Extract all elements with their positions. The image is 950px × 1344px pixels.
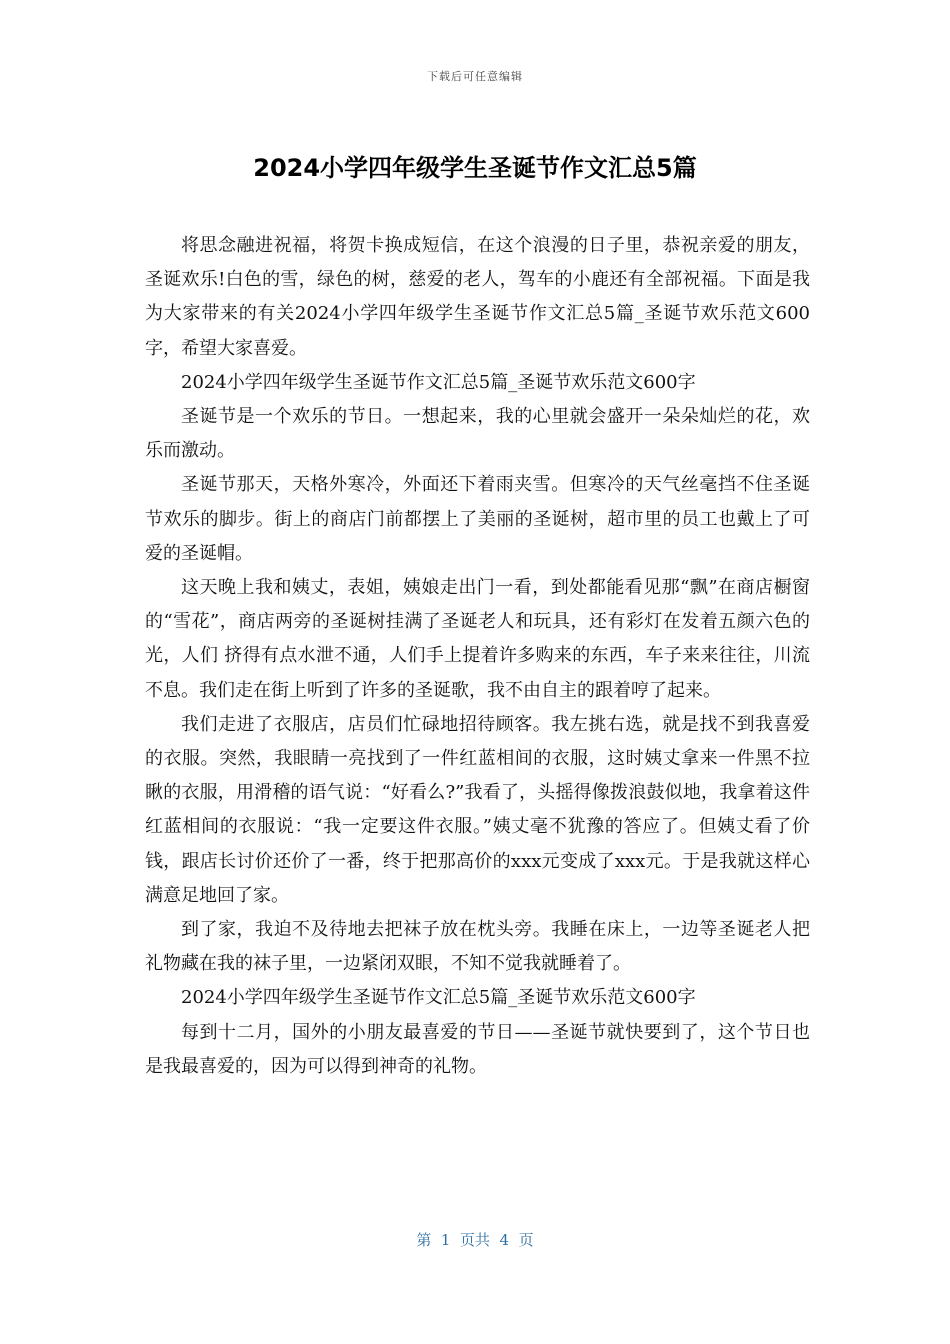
paragraph-subheading: 2024小学四年级学生圣诞节作文汇总5篇_圣诞节欢乐范文600字 (181, 987, 696, 1009)
paragraph: 圣诞节那天，天格外寒冷，外面还下着雨夹雪。但寒冷的天气丝毫挡不住圣诞节欢乐的脚步。街上的商店门前都摆上了美丽的圣诞树，超市里的员工也戴上了可爱的圣诞帽。 (145, 474, 810, 564)
document-body (145, 229, 810, 1084)
document-title: 2024小学四年级学生圣诞节作文汇总5篇 (253, 154, 697, 182)
paragraph: 每到十二月，国外的小朋友最喜爱的节日——圣诞节就快要到了，这个节日也是我最喜爱的，因为可以得到神奇的礼物。 (145, 1021, 810, 1077)
paragraph-subheading: 2024小学四年级学生圣诞节作文汇总5篇_圣诞节欢乐范文600字 (181, 371, 696, 393)
page-number-footer: 第 1 页共 4 页 (416, 1231, 534, 1249)
paragraph: 这天晚上我和姨丈，表姐，姨娘走出门一看，到处都能看见那“飘”在商店橱窗的“雪花”，商店两旁的圣诞树挂满了圣诞老人和玩具，还有彩灯在发着五颜六色的光，人们 挤得有点水泄不通，人们手上提着许多购来的东西，车子来来往往，川流不息。我们走在街上听到了许多的圣诞歌，我不由自主的跟着哼了起来。 (145, 577, 810, 701)
paragraph-intro: 将思念融进祝福，将贺卡换成短信，在这个浪漫的日子里，恭祝亲爱的朋友，圣诞欢乐!白色的雪，绿色的树，慈爱的老人，驾车的小鹿还有全部祝福。下面是我为大家带来的有关2024小学四年级学生圣诞节作文汇总5篇_圣诞节欢乐范文600字，希望大家喜爱。 (145, 235, 810, 359)
paragraph: 我们走进了衣服店，店员们忙碌地招待顾客。我左挑右选，就是找不到我喜爱的衣服。突然，我眼睛一亮找到了一件红蓝相间的衣服，这时姨丈拿来一件黑不拉瞅的衣服，用滑稽的语气说：“好看么?”我看了，头摇得像拨浪鼓似地，我拿着这件红蓝相间的衣服说：“我一定要这件衣服。”姨丈毫不犹豫的答应了。但姨丈看了价钱，跟店长讨价还价了一番，终于把那高价的xxx元变成了xxx元。于是我就这样心满意足地回了家。 (145, 713, 810, 906)
paragraph: 圣诞节是一个欢乐的节日。一想起来，我的心里就会盛开一朵朵灿烂的花，欢乐而激动。 (145, 406, 810, 462)
paragraph: 到了家，我迫不及待地去把袜子放在枕头旁。我睡在床上，一边等圣诞老人把礼物藏在我的袜子里，一边紧闭双眼，不知不觉我就睡着了。 (145, 919, 810, 975)
header-note: 下载后可任意编辑 (427, 70, 523, 83)
